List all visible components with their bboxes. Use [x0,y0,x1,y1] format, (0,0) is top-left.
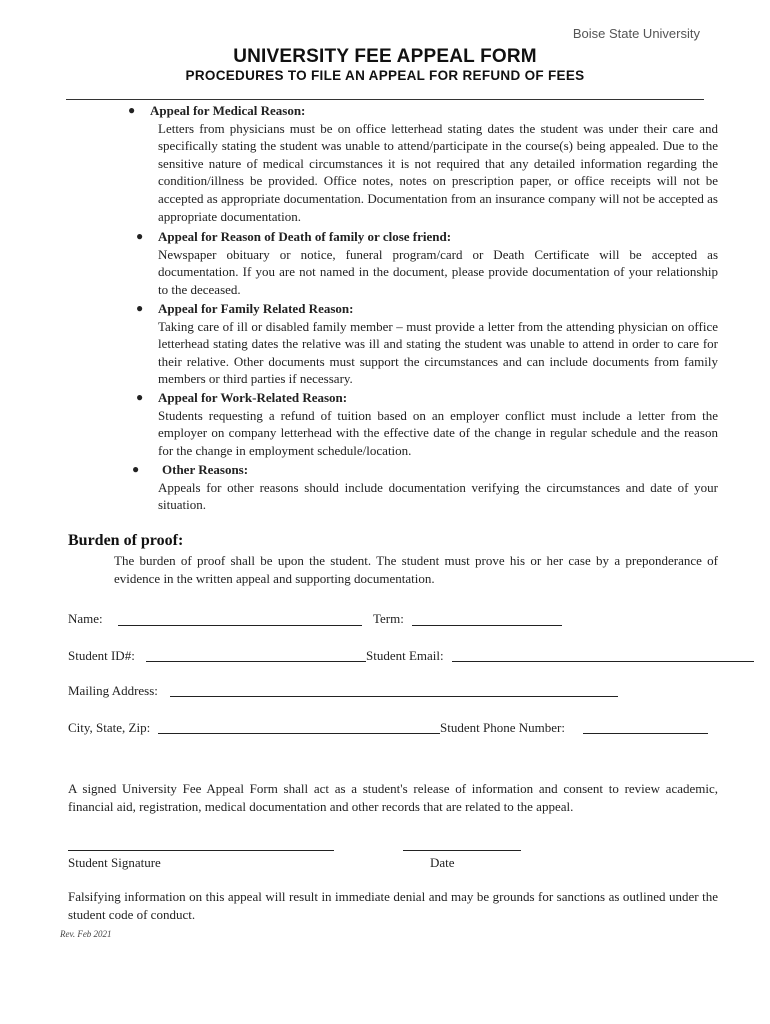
name-field[interactable] [118,625,362,626]
phone-label: Student Phone Number: [440,720,565,735]
term-field[interactable] [412,625,562,626]
form-title: UNIVERSITY FEE APPEAL FORM [233,46,537,67]
student-email-field[interactable] [452,661,754,662]
mailing-address-label: Mailing Address: [68,683,158,698]
reason-death [136,228,718,298]
reason-heading: Appeal for Medical Reason: [150,103,306,118]
signature-field[interactable] [68,850,334,851]
reason-text: Taking care of ill or disabled family member – must provide a letter from the attending physician on office letterhead stating dates the relative was ill and stating the student was unable to attend in order to care for their relative. Other documents must support the circumstances and can include documents from family members or third parties if necessary. [158,318,718,387]
reason-text: Newspaper obituary or notice, funeral program/card or Death Certificate will be accepted as documentation. If you are not named in the document, please provide documentation of your relationship to the deceased. [158,246,718,297]
reason-other [132,461,718,514]
reason-text: Students requesting a refund of tuition based on an employer conflict must include a letter from the employer on company letterhead with the effective date of the change in regular schedule and the reason for the change in employment schedule/location. [158,407,718,458]
falsify-warning: Falsifying information on this appeal will result in immediate denial and may be grounds for sanctions as outlined under the student code of conduct. [68,889,718,922]
mailing-address-field[interactable] [170,696,618,697]
form-subtitle: PROCEDURES TO FILE AN APPEAL FOR REFUND OF FEES [185,68,585,83]
bullet-icon: ● [128,103,136,117]
date-field[interactable] [403,850,521,851]
city-state-zip-field[interactable] [158,733,440,734]
institution-name: Boise State University [572,26,700,41]
reason-medical [128,102,718,225]
name-label: Name: [68,611,103,626]
phone-field[interactable] [583,733,708,734]
bullet-icon: ● [136,390,144,404]
reason-text: Letters from physicians must be on office letterhead stating dates the student was under their care and specifically stating the student was unable to attend/participate in the course(s) being appealed. Due to the sensitive nature of medical circumstances it is not required that any detailed information regarding the condition/illness be provided. Office notes, notes on prescription paper, or office receipts will not be accepted as appropriate documentation. Documentation from an insurance company will not be accepted as appropriate documentation. [158,120,718,224]
student-email-label: Student Email: [366,648,444,663]
consent-statement: A signed University Fee Appeal Form shall act as a student's release of information and consent to review academic, financial aid, registration, medical documentation and other records that are related to the appeal. [68,781,718,814]
bullet-icon: ● [136,301,144,315]
reason-heading: Other Reasons: [162,462,249,477]
city-state-zip-label: City, State, Zip: [68,720,151,735]
reason-heading: Appeal for Work-Related Reason: [158,390,348,405]
reason-text: Appeals for other reasons should include documentation verifying the circumstances and date of your situation. [158,479,718,513]
burden-text: The burden of proof shall be upon the student. The student must prove his or her case by a preponderance of evidence in the written appeal and supporting documentation. [114,553,718,586]
signature-label: Student Signature [68,855,161,870]
reason-family [136,300,718,388]
bullet-icon: ● [136,229,144,243]
date-label: Date [430,855,455,870]
reason-heading: Appeal for Family Related Reason: [158,301,354,316]
reason-heading: Appeal for Reason of Death of family or close friend: [158,229,452,244]
bullet-icon: ● [132,462,140,476]
burden-heading: Burden of proof: [68,532,184,549]
header-divider [66,99,704,100]
student-id-label: Student ID#: [68,648,135,663]
revision-date: Rev. Feb 2021 [60,929,112,939]
student-id-field[interactable] [146,661,366,662]
term-label: Term: [373,611,404,626]
reason-work [136,389,718,459]
